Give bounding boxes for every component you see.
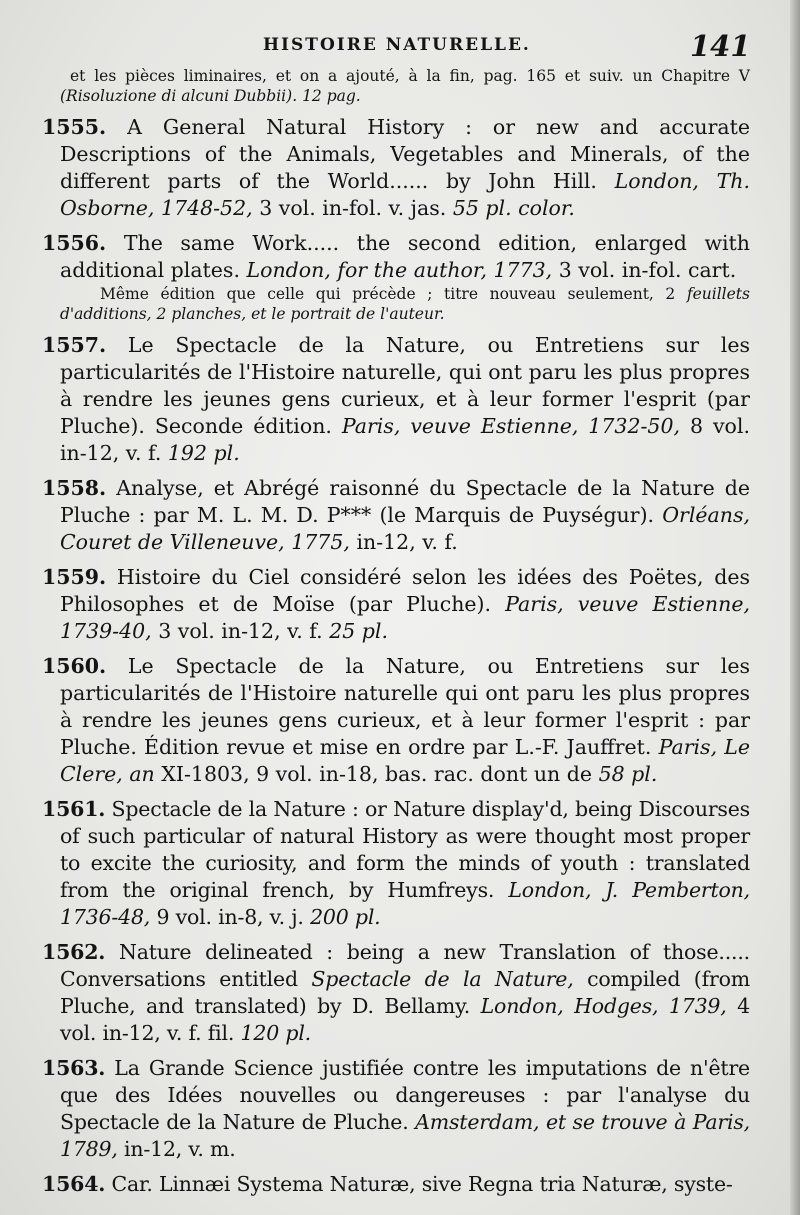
entry-number: 1561. bbox=[42, 797, 106, 821]
entry-format: 3 vol. in-fol. v. jas. bbox=[259, 196, 447, 220]
entry-title: Le Spectacle de la Nature, ou Entretiens sur les particularités de l'Histoire naturelle, qui ont paru les plus propres à rendre les jeunes gens curieux, et à leur former l'esprit (par Pluche). Seconde édition. bbox=[60, 333, 750, 438]
entry-imprint: Amsterdam, et se trouve à Paris, 1789, bbox=[60, 1110, 750, 1161]
entry-imprint: Orléans, Couret de Villeneuve, 1775, bbox=[60, 503, 750, 554]
page-edge-shadow bbox=[790, 0, 800, 1215]
page-body bbox=[42, 66, 750, 1198]
entry-number: 1562. bbox=[42, 940, 106, 964]
entry-title-cont: compiled (from Pluche, and translated) by D. Bellamy. bbox=[60, 967, 750, 1018]
catalog-entry-1558 bbox=[42, 475, 750, 556]
running-title: HISTOIRE NATURELLE. bbox=[263, 35, 531, 55]
entry-title: The same Work..... the second edition, enlarged with additional plates. bbox=[60, 231, 750, 282]
entry-title: A General Natural History : or new and accurate Descriptions of the Animals, Vegetables and Minerals, of the different parts of the World...... by John Hill. bbox=[60, 115, 750, 193]
entry-number: 1555. bbox=[42, 115, 107, 139]
entry-title: Histoire du Ciel considéré selon les idées des Poëtes, des Philosophes et de Moïse (par Pluche). bbox=[60, 565, 750, 616]
entry-plates: 55 pl. color. bbox=[452, 196, 575, 220]
entry-title: Analyse, et Abrégé raisonné du Spectacle de la Nature de Pluche : par M. L. M. D. P*** (le Marquis de Puységur). bbox=[60, 476, 750, 527]
catalog-entry-1559 bbox=[42, 564, 750, 645]
entry-title: Car. Linnæi Systema Naturæ, sive Regna tria Naturæ, syste- bbox=[111, 1172, 733, 1196]
entry-imprint: London, Hodges, 1739, bbox=[480, 994, 727, 1018]
entry-number: 1557. bbox=[42, 333, 107, 357]
entry-imprint: London, J. Pemberton, 1736-48, bbox=[60, 878, 750, 929]
catalog-entry-1562 bbox=[42, 939, 750, 1047]
entry-number: 1564. bbox=[42, 1172, 106, 1196]
catalog-entry-1561 bbox=[42, 796, 750, 931]
entry-number: 1563. bbox=[42, 1056, 106, 1080]
entry-format: 4 vol. in-12, v. f. fil. bbox=[60, 994, 750, 1045]
entry-note: Même édition que celle qui précède ; titre nouveau seulement, 2 feuillets d'additions, 2 planches, et le portrait de l'auteur. bbox=[60, 285, 750, 323]
entry-title: Le Spectacle de la Nature, ou Entretiens sur les particularités de l'Histoire naturelle qui ont paru les plus propres à rendre les jeunes gens curieux, et à leur former l'esprit : par Pluche. Édition revue et mise en ordre par L.-F. Jauffret. bbox=[60, 654, 750, 759]
catalog-entry-1555 bbox=[42, 114, 750, 222]
catalog-entry-1556 bbox=[42, 230, 750, 284]
entry-plates: 200 pl. bbox=[310, 905, 381, 929]
entry-imprint: London, Th. Osborne, 1748-52, bbox=[60, 169, 750, 220]
catalog-entry-1557 bbox=[42, 332, 750, 467]
entry-title: Nature delineated : being a new Translation of those..... Conversations entitled bbox=[60, 940, 750, 991]
entry-format: 9 vol. in-8, v. j. bbox=[156, 905, 304, 929]
entry-number: 1560. bbox=[42, 654, 107, 678]
entry-plates: 120 pl. bbox=[240, 1021, 311, 1045]
entry-format: in-12, v. f. bbox=[356, 530, 458, 554]
entry-number: 1558. bbox=[42, 476, 107, 500]
catalog-entry-1564 bbox=[42, 1171, 750, 1198]
entry-format: 3 vol. in-fol. cart. bbox=[558, 258, 737, 282]
catalog-entry-1560 bbox=[42, 653, 750, 788]
entry-title-italic: Spectacle de la Nature, bbox=[311, 967, 574, 991]
entry-plates: 192 pl. bbox=[167, 441, 240, 465]
entry-format: 3 vol. in-12, v. f. bbox=[158, 619, 323, 643]
entry-title: La Grande Science justifiée contre les imputations de n'être que des Idées nouvelles ou dangereuses : par l'analyse du Spectacle de la Nature de Pluche. bbox=[60, 1056, 750, 1134]
entry-format: in-12, v. m. bbox=[124, 1137, 236, 1161]
entry-number: 1556. bbox=[42, 231, 107, 255]
entry-plates: 58 pl. bbox=[598, 762, 658, 786]
continuation-paragraph: et les pièces liminaires, et on a ajouté, à la fin, pag. 165 et suiv. un Chapitre V (Risoluzione di alcuni Dubbii). 12 pag. bbox=[60, 67, 750, 105]
entry-format: XI-1803, 9 vol. in-18, bas. rac. dont un de bbox=[161, 762, 593, 786]
entry-imprint: Paris, Le Clere, an bbox=[60, 735, 750, 786]
entry-plates: 25 pl. bbox=[329, 619, 389, 643]
entry-number: 1559. bbox=[42, 565, 107, 589]
page-header bbox=[0, 29, 800, 63]
catalog-entry-1563 bbox=[42, 1055, 750, 1163]
page-number: 141 bbox=[690, 29, 751, 63]
entry-imprint: London, for the author, 1773, bbox=[246, 258, 553, 282]
entry-title: Spectacle de la Nature : or Nature display'd, being Discourses of such particular of natural History as were thought most proper to excite the curiosity, and form the minds of youth : translated from the original french, by Humfreys. bbox=[60, 797, 750, 902]
entry-imprint: Paris, veuve Estienne, 1739-40, bbox=[60, 592, 750, 643]
entry-imprint: Paris, veuve Estienne, 1732-50, bbox=[341, 414, 681, 438]
entry-format: 8 vol. in-12, v. f. bbox=[60, 414, 750, 465]
